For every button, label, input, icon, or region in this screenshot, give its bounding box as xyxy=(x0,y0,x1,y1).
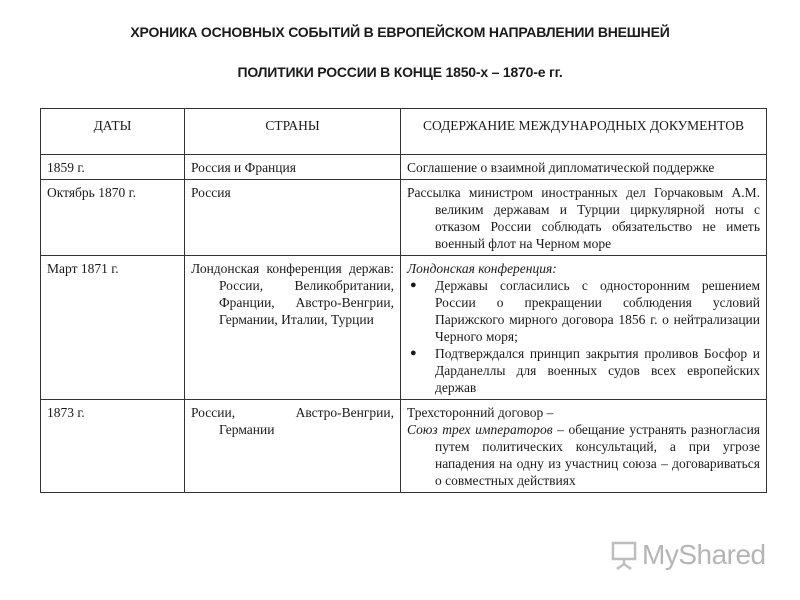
row-content xyxy=(401,180,767,256)
chronicle-table xyxy=(40,108,767,493)
row-countries xyxy=(185,256,401,400)
list-item xyxy=(407,345,760,396)
list-item xyxy=(407,277,760,345)
table-row xyxy=(41,155,767,180)
row-countries xyxy=(185,400,401,493)
presentation-board-icon xyxy=(610,540,638,570)
row-countries: Россия и Франция xyxy=(185,155,401,180)
row-content-text: Соглашение о взаимной дипломатической поддержке xyxy=(407,160,715,175)
row-content-list xyxy=(407,277,760,396)
row-date: Октябрь 1870 г. xyxy=(41,180,185,256)
row-content xyxy=(401,155,767,180)
row-date: 1859 г. xyxy=(41,155,185,180)
bullet-icon: ● xyxy=(410,279,417,291)
row-countries-text: России, Австро-Венгрии, Германии xyxy=(191,405,394,437)
list-item-text: Державы согласились с односторонним решением России о прекращении соблюдения условий Парижского мирного договора 1856 г. о нейтрализации Черного моря; xyxy=(435,278,760,344)
row-date: 1873 г. xyxy=(41,400,185,493)
table-row xyxy=(41,180,767,256)
page-title-line-2: ПОЛИТИКИ РОССИИ В КОНЦЕ 1850-х – 1870-е гг. xyxy=(237,64,563,80)
list-item-text: Подтверждался принцип закрытия проливов Босфор и Дарданеллы для военных судов всех европейских держав xyxy=(435,346,760,395)
row-content xyxy=(401,400,767,493)
union-description: – обещание устранять разногласия путем политических консультаций, а при угрозе нападения на одну из участниц союза – договариваться о совместных действиях xyxy=(435,422,761,488)
header-content: СОДЕРЖАНИЕ МЕЖДУНАРОДНЫХ ДОКУМЕНТОВ xyxy=(401,109,767,155)
row-countries: Россия xyxy=(185,180,401,256)
row-content xyxy=(401,256,767,400)
bullet-icon: ● xyxy=(410,347,417,359)
row-date: Март 1871 г. xyxy=(41,256,185,400)
header-dates: ДАТЫ xyxy=(41,109,185,155)
table-row xyxy=(41,400,767,493)
row-content-text xyxy=(407,421,760,489)
union-name: Союз трех императоров xyxy=(407,422,553,437)
row-countries-text: Лондонская конференция держав: России, Великобритании, Франции, Австро-Венгрии, Германии, Италии, Турции xyxy=(191,261,394,327)
watermark-text: MyShared xyxy=(642,539,766,570)
row-content-title: Лондонская конференция: xyxy=(407,261,557,276)
table-row xyxy=(41,256,767,400)
page-title-line-1: ХРОНИКА ОСНОВНЫХ СОБЫТИЙ В ЕВРОПЕЙСКОМ НАПРАВЛЕНИИ ВНЕШНЕЙ xyxy=(130,24,670,40)
table-header-row xyxy=(41,109,767,155)
header-countries: СТРАНЫ xyxy=(185,109,401,155)
watermark xyxy=(610,537,770,573)
row-content-text: Рассылка министром иностранных дел Горчаковым А.М. великим державам и Турции циркулярной ноты с отказом России соблюдать обязательство не иметь военный флот на Черном море xyxy=(407,185,760,251)
row-content-heading: Трехсторонний договор – xyxy=(407,405,554,420)
